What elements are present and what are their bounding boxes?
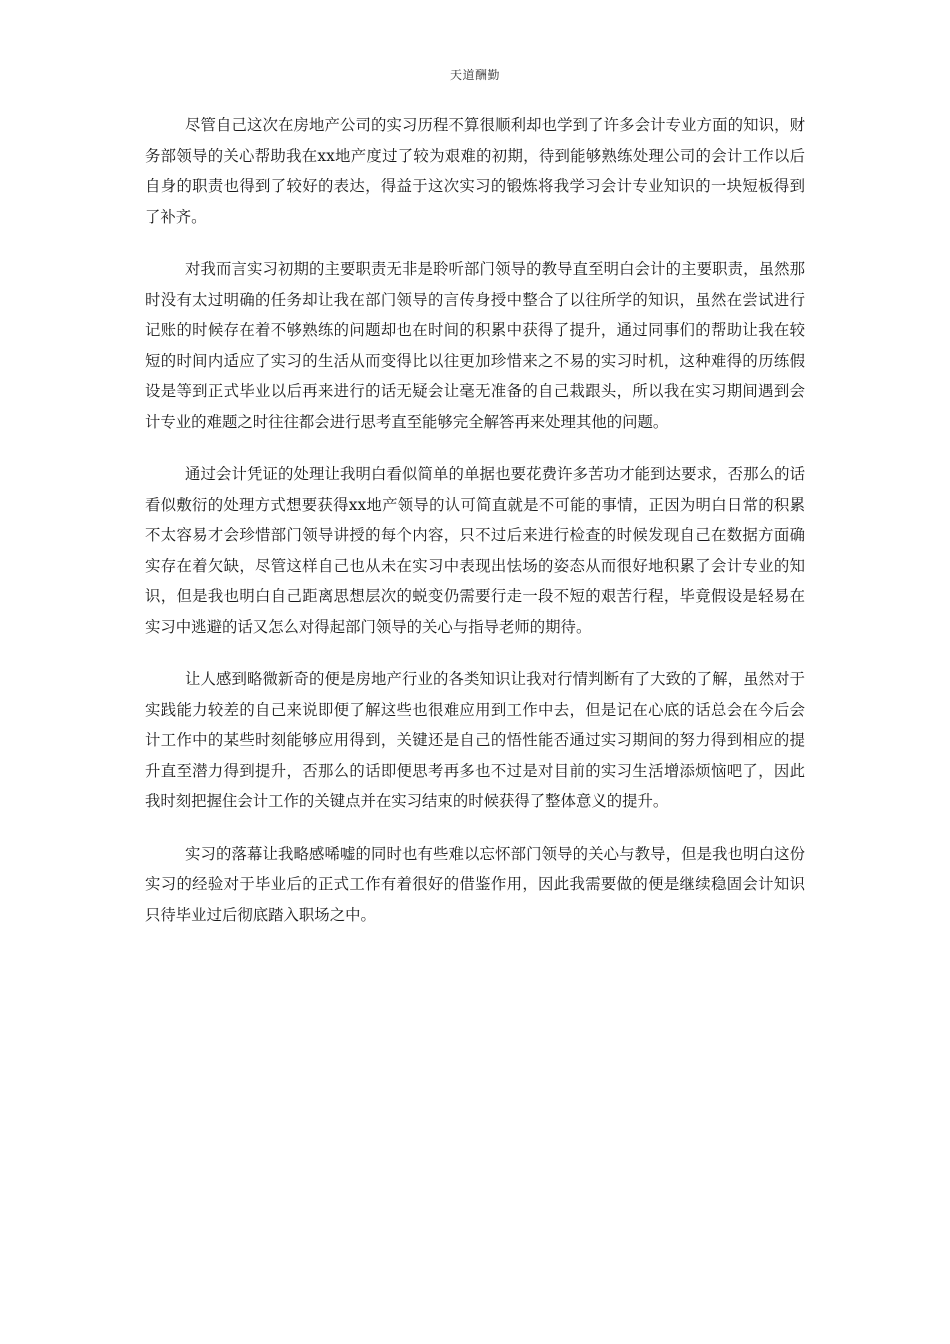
paragraph-3: 通过会计凭证的处理让我明白看似简单的单据也要花费许多苦功才能到达要求，否那么的话看似敷衍的处理方式想要获得xx地产领导的认可简直就是不可能的事情，正因为明白日常的积累不太容易才会珍惜部门领导讲授的每个内容，只不过后来进行检查的时候发现自己在数据方面确实存在着欠缺，尽管这样自己也从未在实习中表现出怯场的姿态从而很好地积累了会计专业的知识，但是我也明白自己距离思想层次的蜕变仍需要行走一段不短的艰苦行程，毕竟假设是轻易在实习中逃避的话又怎么对得起部门领导的关心与指导老师的期待。	[145, 465, 805, 636]
paragraph-1: 尽管自己这次在房地产公司的实习历程不算很顺利却也学到了许多会计专业方面的知识，财务部领导的关心帮助我在xx地产度过了较为艰难的初期，待到能够熟练处理公司的会计工作以后自身的职责也得到了较好的表达，得益于这次实习的锻炼将我学习会计专业知识的一块短板得到了补齐。	[145, 116, 805, 226]
paragraph-2: 对我而言实习初期的主要职责无非是聆听部门领导的教导直至明白会计的主要职责，虽然那时没有太过明确的任务却让我在部门领导的言传身授中整合了以往所学的知识，虽然在尝试进行记账的时候存在着不够熟练的问题却也在时间的积累中获得了提升，通过同事们的帮助让我在较短的时间内适应了实习的生活从而变得比以往更加珍惜来之不易的实习时机，这种难得的历练假设是等到正式毕业以后再来进行的话无疑会让毫无准备的自己栽跟头，所以我在实习期间遇到会计专业的难题之时往往都会进行思考直至能够完全解答再来处理其他的问题。	[145, 260, 805, 431]
document-body	[145, 110, 805, 952]
page-header: 天道酬勤	[449, 68, 500, 82]
paragraph-5: 实习的落幕让我略感唏嘘的同时也有些难以忘怀部门领导的关心与教导，但是我也明白这份实习的经验对于毕业后的正式工作有着很好的借鉴作用，因此我需要做的便是继续稳固会计知识只待毕业过后彻底踏入职场之中。	[145, 844, 805, 924]
paragraph-4: 让人感到略微新奇的便是房地产行业的各类知识让我对行情判断有了大致的了解，虽然对于实践能力较差的自己来说即便了解这些也很难应用到工作中去，但是记在心底的话总会在今后会计工作中的某些时刻能够应用得到，关键还是自己的悟性能否通过实习期间的努力得到相应的提升直至潜力得到提升，否那么的话即便思考再多也不过是对目前的实习生活增添烦恼吧了，因此我时刻把握住会计工作的关键点并在实习结束的时候获得了整体意义的提升。	[145, 670, 805, 810]
